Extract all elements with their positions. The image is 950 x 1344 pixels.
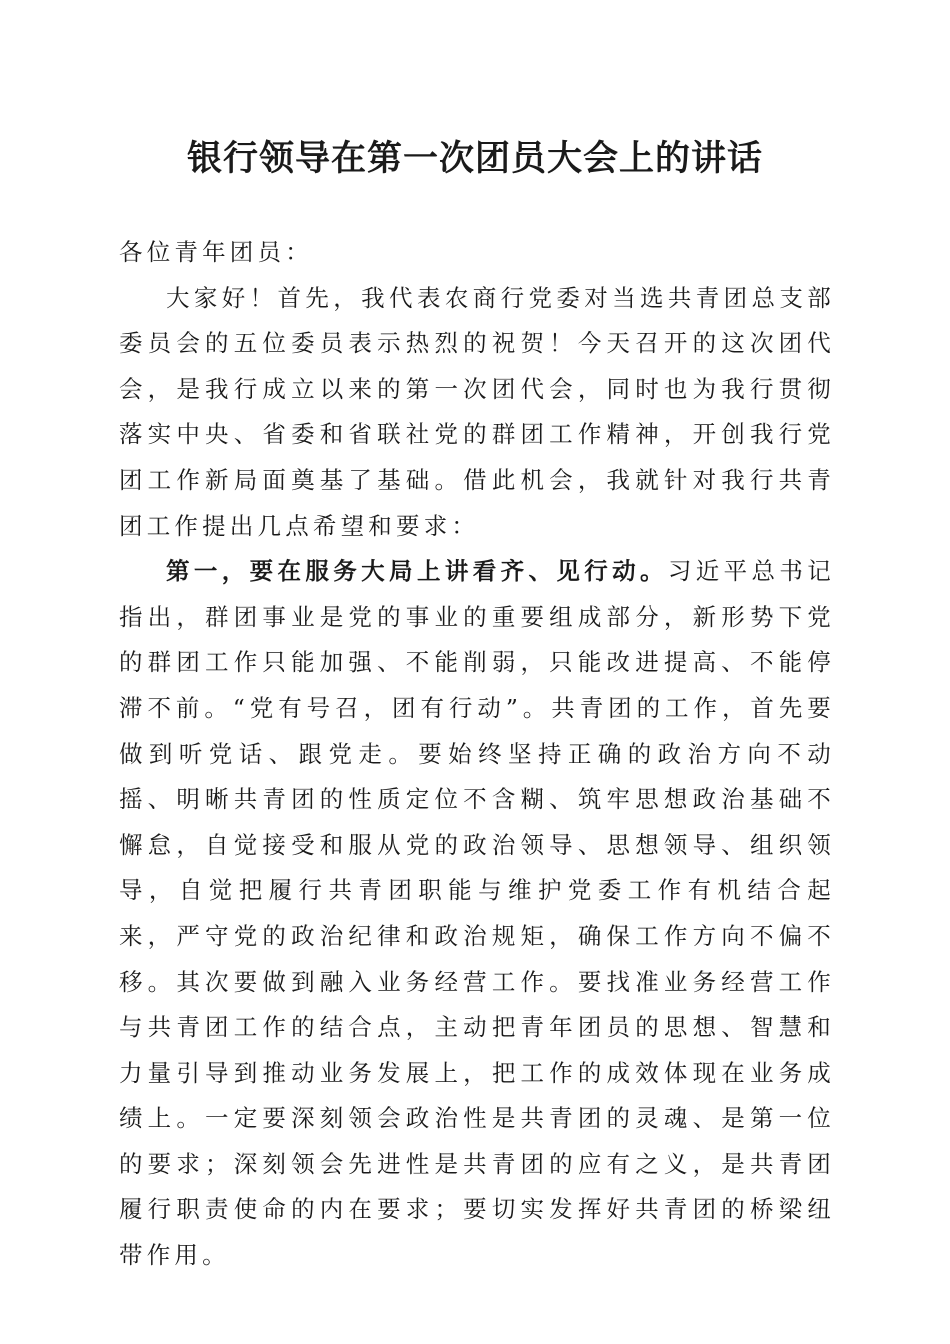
salutation: 各位青年团员： [119, 238, 313, 266]
document-title: 银行领导在第一次团员大会上的讲话 [186, 138, 763, 179]
paragraph-lead-sentence: 第一，要在服务大局上讲看齐、见行动。 [166, 557, 668, 586]
paragraph-first-point [119, 549, 835, 1279]
document-body [119, 230, 835, 1279]
paragraph-opening: 大家好！首先，我代表农商行党委对当选共青团总支部委员会的五位委员表示热烈的祝贺！今天召开的这次团代会，是我行成立以来的第一次团代会，同时也为我行贯彻落实中央、省委和省联社党的群团工作精神，开创我行党团工作新局面奠基了基础。借此机会，我就针对我行共青团工作提出几点希望和要求： [119, 283, 835, 540]
paragraph-body-text: 习近平总书记指出，群团事业是党的事业的重要组成部分，新形势下党的群团工作只能加强、不能削弱，只能改进提高、不能停滞不前。“党有号召，团有行动”。共青团的工作，首先要做到听党话、跟党走。要始终坚持正确的政治方向不动摇、明晰共青团的性质定位不含糊、筑牢思想政治基础不懈怠，自觉接受和服从党的政治领导、思想领导、组织领导，自觉把履行共青团职能与维护党委工作有机结合起来，严守党的政治纪律和政治规矩，确保工作方向不偏不移。其次要做到融入业务经营工作。要找准业务经营工作与共青团工作的结合点，主动把青年团员的思想、智慧和力量引导到推动业务发展上，把工作的成效体现在业务成绩上。一定要深刻领会政治性是共青团的灵魂、是第一位的要求；深刻领会先进性是共青团的应有之义，是共青团履行职责使命的内在要求；要切实发挥好共青团的桥梁纽带作用。 [119, 557, 836, 1270]
